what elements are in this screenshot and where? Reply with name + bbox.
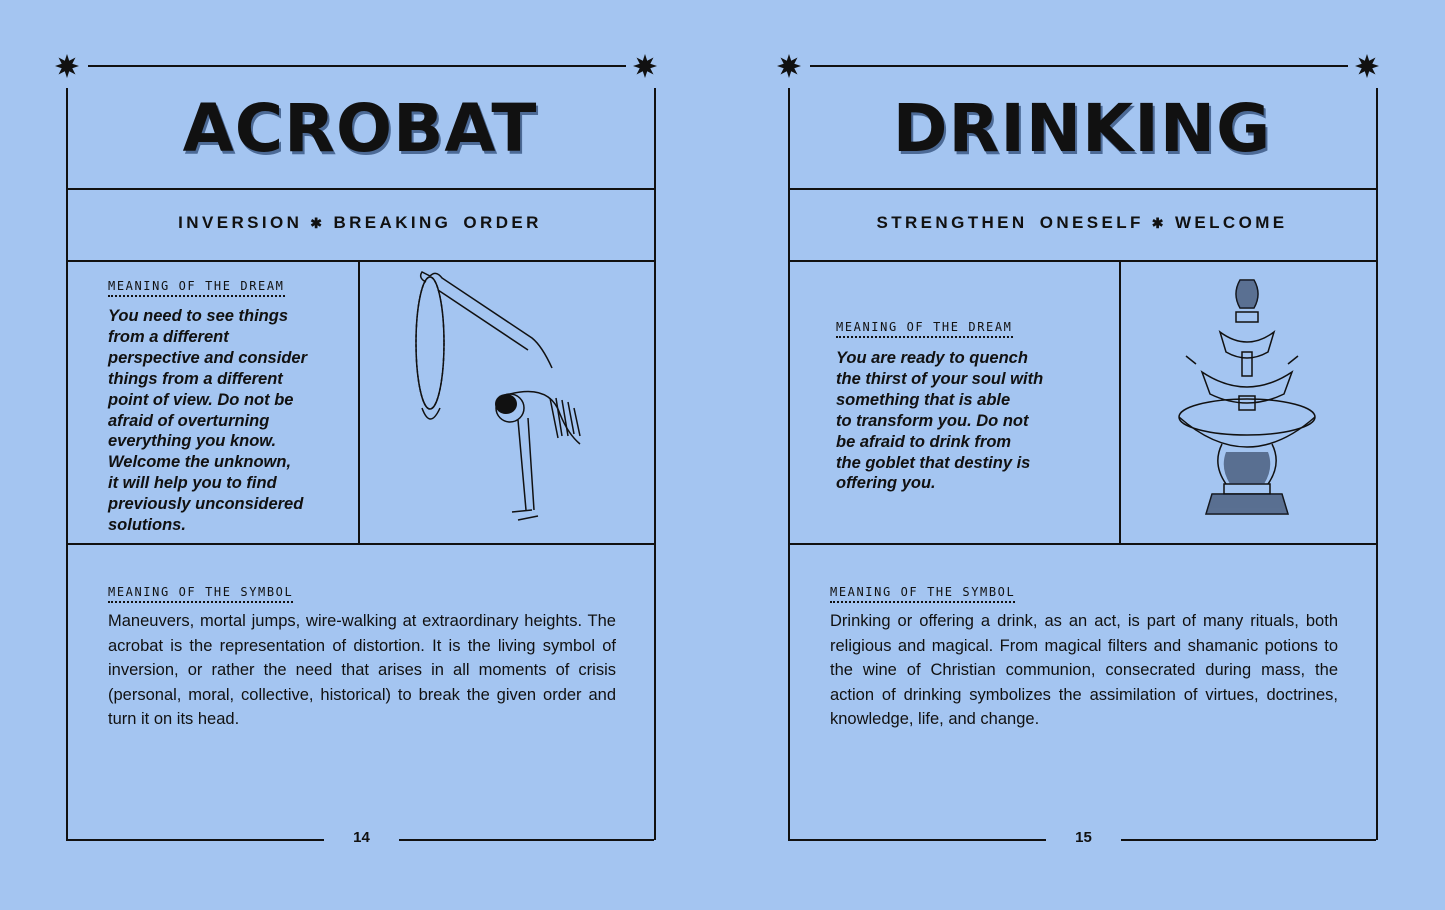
symbol-label: MEANING OF THE SYMBOL [830, 585, 1015, 603]
column-divider [358, 260, 360, 544]
dream-label: MEANING OF THE DREAM [836, 320, 1013, 338]
bottom-rule [399, 839, 654, 841]
divider [788, 260, 1376, 262]
column-divider [1119, 260, 1121, 544]
page-title: DRINKING [892, 90, 1272, 167]
star-ornament-icon [777, 54, 801, 78]
page-number: 14 [353, 829, 370, 846]
symbol-text: Maneuvers, mortal jumps, wire-walking at extraordinary heights. The acrobat is the representation of distortion. It is the living symbol of inversion, or rather the need that arises in all moments of crisis (personal, moral, collective, historical) to break the given order and turn it on its head. [108, 612, 616, 729]
keyword: BREAKING ORDER [333, 213, 542, 232]
top-rule [810, 65, 1348, 67]
page-title: ACROBAT [182, 90, 538, 167]
keyword: INVERSION [178, 213, 303, 232]
top-rule [88, 65, 626, 67]
symbol-text: Drinking or offering a drink, as an act, is part of many rituals, both religious and magical. From magical filters and shamanic potions to the wine of Christian communion, consecrated during mass, the action of drinking symbolizes the assimilation of virtues, doctrines, knowledge, life, and change. [830, 612, 1338, 729]
right-page [722, 0, 1444, 910]
star-ornament-icon [55, 54, 79, 78]
bottom-rule [788, 839, 1046, 841]
keyword: WELCOME [1174, 213, 1288, 232]
page-number: 15 [1075, 829, 1092, 846]
dream-text: You are ready to quench the thirst of your soul with something that is able to transform you. Do not be afraid to drink from the goblet that destiny is offering you. [836, 349, 1044, 493]
divider [788, 188, 1376, 190]
left-page [0, 0, 722, 910]
bottom-rule [66, 839, 324, 841]
dream-label: MEANING OF THE DREAM [108, 279, 285, 297]
keywords [788, 213, 1376, 233]
keyword: STRENGTHEN ONESELF [876, 213, 1144, 232]
divider [66, 188, 654, 190]
divider [788, 543, 1376, 545]
acrobat-hoop-illustration [400, 268, 600, 530]
divider [66, 260, 654, 262]
keywords [66, 213, 654, 233]
star-ornament-icon [633, 54, 657, 78]
star-ornament-icon [1355, 54, 1379, 78]
dream-text: You need to see things from a different perspective and consider things from a different point of view. Do not be afraid of overturning everything you know. Welcome the unknown, it will help you to find previously unconsidered solutions. [108, 307, 307, 535]
asterisk-icon: ✱ [310, 215, 326, 231]
fountain-illustration [1172, 272, 1322, 524]
asterisk-icon: ✱ [1151, 215, 1167, 231]
symbol-label: MEANING OF THE SYMBOL [108, 585, 293, 603]
divider [66, 543, 654, 545]
bottom-rule [1121, 839, 1376, 841]
